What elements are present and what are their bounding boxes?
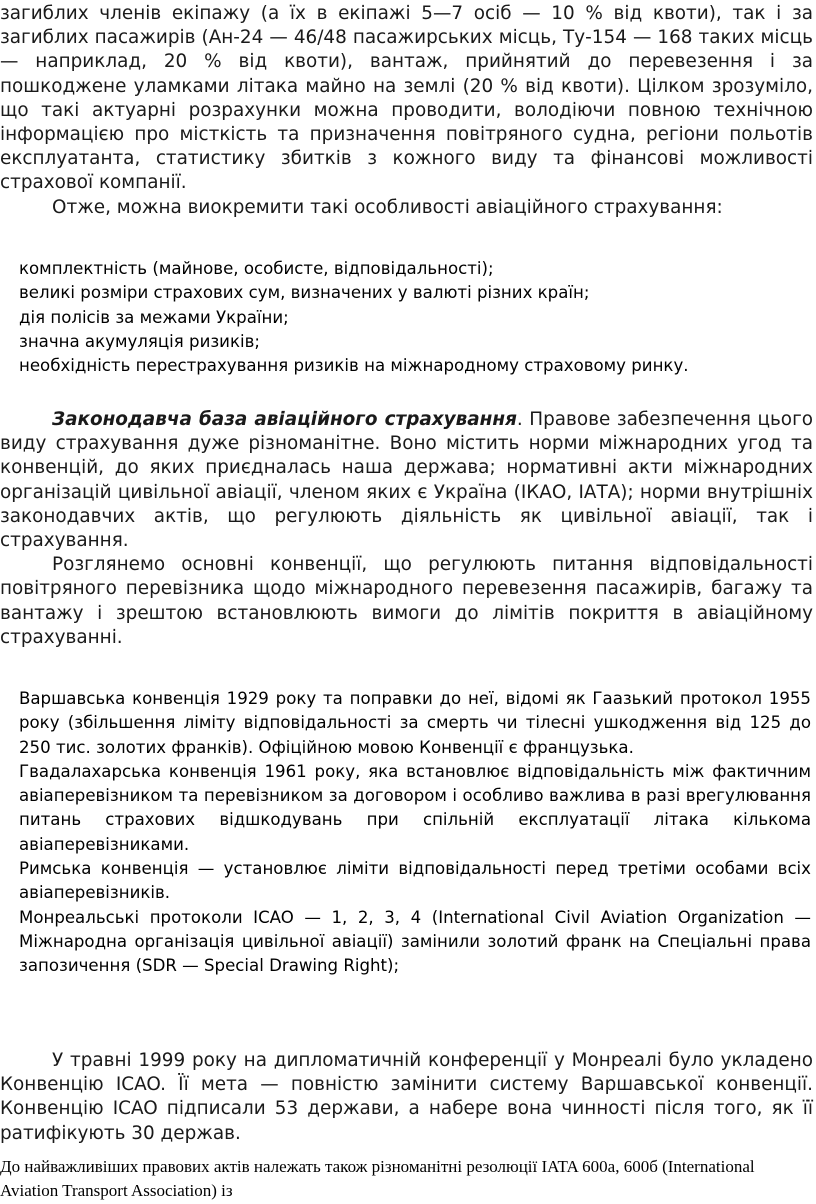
intro-section bbox=[0, 2, 813, 220]
list-item: необхідність перестрахування ризиків на міжнародному страховому ринку. bbox=[19, 356, 689, 376]
list-item: комплектність (майнове, особисте, відповідальності); bbox=[19, 259, 494, 278]
list-item: великі розміри страхових сум, визначених у валюті різних країн; bbox=[19, 283, 590, 303]
features-lead-paragraph: Отже, можна виокремити такі особливості авіаційного страхування: bbox=[52, 196, 723, 218]
list-item: Монреальські протоколи ICAO — 1, 2, 3, 4 (International Civil Aviation Organization — Міжнародна організація цивільної авіації) замінили золотий франк на Спеціальні права запозичення (SDR — Special Drawing Right); bbox=[19, 907, 811, 976]
features-list bbox=[19, 257, 809, 378]
legal-text: Правове забезпечення цього виду страхування дуже різноманітне. Воно містить норми міжнародних угод та конвенцій, до яких приєдналась наша держава; нормативні акти міжнародних організацій цивільної авіації, членом яких є Україна (ІКАО, ІАТА); норми внутрішніх законодавчих актів, що регулюють діяльність як цивільної авіації, так і страхування. bbox=[0, 409, 813, 552]
iata-paragraph: До найважливіших правових актів належать також різноманітні резолюції IATA 600а, 600б (International Aviation Transport Association) із bbox=[0, 1157, 755, 1200]
legal-paragraph bbox=[0, 408, 813, 553]
icao-section bbox=[0, 1049, 813, 1146]
intro-paragraph: загиблих членів екіпажу (а їх в екіпажі 5—7 осіб — 10 % від квоти), так і за загиблих пасажирів (Ан-24 — 46/48 пасажирських місць, Ту-154 — 168 таких місць — наприклад, 20 % від квоти), вантаж, прийнятий до перевезення і за пошкоджене уламками літака майно на землі (20 % від квоти). Цілком зрозуміло, що такі актуарні розрахунки можна проводити, володіючи повною технічною інформацією про місткість та призначення повітряного судна, регіони польотів експлуатанта, статистику збитків з кожного виду та фінансові можливості страхової компанії. bbox=[0, 3, 813, 194]
conventions-list bbox=[19, 687, 811, 979]
list-item: Гвадалахарська конвенція 1961 року, яка встановлює відповідальність між фактичним авіаперевізником та перевізником за договором і особливо важлива в разі врегулювання питань страхових відшкодувань при спільній експлуатації літака кількома авіаперевізниками. bbox=[19, 761, 811, 854]
icao-paragraph: У травні 1999 року на дипломатичній конференції у Монреалі було укладено Конвенцію ICAO. Її мета — повністю замінити систему Варшавської конвенції. Конвенцію ICAO підписали 53 держави, а набере вона чинності після того, як її ратифікують 30 держав. bbox=[0, 1050, 813, 1144]
legal-section bbox=[0, 408, 813, 650]
list-item: Римська конвенція — установлює ліміти відповідальності перед третіми особами всіх авіаперевізників. bbox=[19, 859, 811, 903]
conventions-lead-paragraph: Розглянемо основні конвенції, що регулюють питання відповідальності повітряного перевізника щодо міжнародного перевезення пасажирів, багажу та вантажу і зрештою встановлюють вимоги до лімітів покриття в авіаційному страхуванні. bbox=[0, 554, 813, 648]
list-item: дія полісів за межами України; bbox=[19, 307, 289, 327]
legal-heading-tail: . bbox=[516, 409, 523, 430]
legal-heading: Законодавча база авіаційного страхування bbox=[52, 409, 517, 430]
list-item: Варшавська конвенція 1929 року та поправки до неї, відомі як Гаазький протокол 1955 року (збільшення ліміту відповідальності за смерть чи тілесні ушкодження від 125 до 250 тис. золотих франків). Офіційною мовою Конвенції є французька. bbox=[19, 689, 811, 757]
list-item: значна акумуляція ризиків; bbox=[19, 331, 260, 351]
